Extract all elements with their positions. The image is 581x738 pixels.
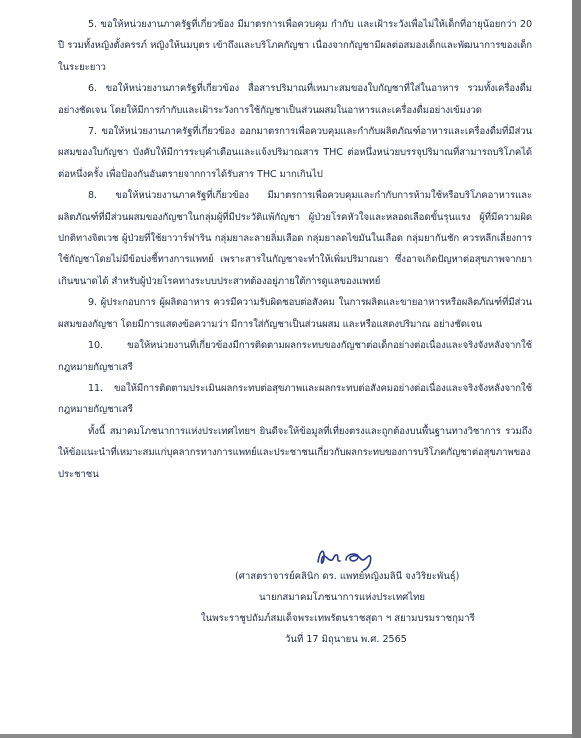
paragraph-6: 6. ขอให้หน่วยงานภาครัฐที่เกี่ยวข้อง สื่อสารปริมาณที่เหมาะสมของใบกัญชาที่ใส่ในอาหาร รวมทั้งเครื่องดื่มอย่างชัดเจน โดยให้มีการกำกับและเฝ้าระวังการใช้กัญชาเป็นส่วนผสมในอาหารและเครื่องดื่มอย่างเข้มงวด	[58, 83, 532, 116]
viewer-background	[572, 0, 581, 738]
paragraph-5: 5. ขอให้หน่วยงานภาครัฐที่เกี่ยวข้อง มีมาตรการเพื่อควบคุม กำกับ และเฝ้าระวังเพื่อไม่ให้เด็กที่อายุน้อยกว่า 20 ปี รวมทั้งหญิงตั้งครรภ์ หญิงให้นมบุตร เข้าถึงและบริโภคกัญชา เนื่องจากกัญชามีผลต่อสมองเด็กและพัฒนาการของเด็กในระยะยาว	[58, 19, 532, 73]
signatory-position: นายกสมาคมโภชนาการแห่งประเทศไทย	[259, 592, 426, 603]
document-date: วันที่ 17 มิถุนายน พ.ศ. 2565	[285, 634, 407, 645]
signatory-name: (ศาสตราจารย์คลินิก ดร. แพทย์หญิงมลินี จงวิริยะพันธุ์)	[235, 571, 460, 582]
closing-paragraph: ทั้งนี้ สมาคมโภชนาการแห่งประเทศไทยฯ ยินดีจะให้ข้อมูลที่เที่ยงตรงและถูกต้องบนพื้นฐานทางวิชาการ รวมถึงให้ข้อแนะนำที่เหมาะสมแก่บุคลากรทางการแพทย์และประชาชนเกี่ยวกับผลกระทบของการบริโภคกัญชาต่อสุขภาพของประชาชน	[58, 425, 532, 480]
paragraph-10: 10. ขอให้หน่วยงานที่เกี่ยวข้องมีการติดตามผลกระทบของกัญชาต่อเด็กอย่างต่อเนื่องและจริงจังหลังจากใช้กฎหมายกัญชาเสรี	[58, 340, 532, 373]
paragraph-11: 11. ขอให้มีการติดตามประเมินผลกระทบต่อสุขภาพและผลกระทบต่อสังคมอย่างต่อเนื่องและจริงจังหลังจากใช้กฎหมายกัญชาเสรี	[58, 382, 532, 416]
signatory-patronage: ในพระราชูปถัมภ์สมเด็จพระเทพรัตนราชสุดา ฯ สยามบรมราชกุมารี	[201, 613, 475, 624]
paragraph-8: 8. ขอให้หน่วยงานภาครัฐที่เกี่ยวข้อง มีมาตรการเพื่อควบคุมและกำกับการห้ามใช้หรือบริโภคอาหารและผลิตภัณฑ์ที่มีส่วนผสมของกัญชาในกลุ่มผู้ที่มีประวัติแพ้กัญชา ผู้ป่วยโรคหัวใจและหลอดเลือดขั้นรุนแรง ผู้ที่มีความผิดปกติทางจิตเวช ผู้ป่วยที่ใช้ยาวาร์ฟาริน กลุ่มยาละลายลิ่มเลือด กลุ่มยาลดไขมันในเลือด กลุ่มยากันชัก ควรหลีกเลี่ยงการใช้กัญชาโดยไม่มีข้อบ่งชี้ทางการแพทย์ เพราะสารในกัญชาจะทำให้เพิ่มปริมาณยา ซึ่งอาจเกิดปัญหาต่อสุขภาพจากยาเกินขนาดได้ สำหรับผู้ป่วยโรคทางระบบประสาทต้องอยู่ภายใต้การดูแลของแพทย์	[58, 190, 532, 287]
paragraph-7: 7. ขอให้หน่วยงานภาครัฐที่เกี่ยวข้อง ออกมาตรการเพื่อควบคุมและกำกับผลิตภัณฑ์อาหารและเครื่องดื่มที่มีส่วนผสมของใบกัญชา บังคับให้มีการระบุคำเตือนและแจ้งปริมาณสาร THC ต่อหนึ่งหน่วยบรรจุปริมาณที่สามารถบริโภคได้ต่อหนึ่งครั้ง เพื่อป้องกันอันตรายจากการได้รับสาร THC มากเกินไป	[58, 126, 532, 180]
paragraph-9: 9. ผู้ประกอบการ ผู้ผลิตอาหาร ควรมีความรับผิดชอบต่อสังคม ในการผลิตและขายอาหารหรือผลิตภัณฑ์ที่มีส่วนผสมของกัญชา โดยมีการแสดงข้อความว่า มีการใส่กัญชาเป็นส่วนผสม และหรือแสดงปริมาณ อย่างชัดเจน	[58, 297, 532, 330]
